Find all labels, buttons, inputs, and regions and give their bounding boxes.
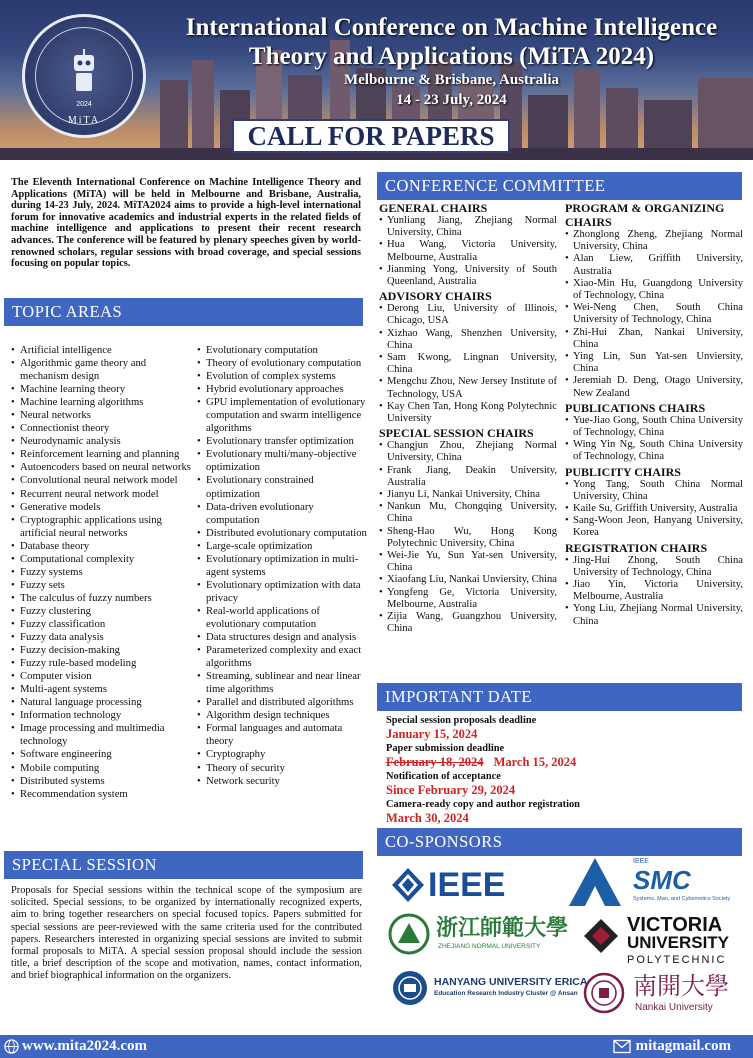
committee-column-1 [379,200,557,636]
committee-group-title: GENERAL CHAIRS [379,201,488,215]
deadline-date: Since February 29, 2024 [386,783,516,797]
ieee-wordmark: IEEE [428,866,506,904]
website-link[interactable]: www.mita2024.com [22,1038,147,1054]
intro-paragraph: The Eleventh International Conference on Machine Intelligence Theory and Applications (MiTA) will be held in Melbourne and Brisbane, Australia, during 14-23 July, 2024. MiTA2024 aims to provide a high-level international forum for innovative academics and industrial experts in the related fields of machine intelligence and applications to present their recent research advances. The conference will be featured by plenary speeches given by world-renowned scholars, regular sessions with broad coverage, and special sessions focusing on popular topics. [11,177,361,270]
smc-ieee-label: IEEE [633,858,649,865]
call-for-papers-banner: CALL FOR PAPERS [232,119,510,153]
topic-item: • Recurrent neural network model [11,488,195,501]
topic-item: • Data structures design and analysis [197,631,367,644]
committee-member-list [565,479,743,540]
topic-item: • Theory of security [197,762,367,775]
date-label: Camera-ready copy and author registration [386,799,580,810]
ieee-smc-logo [565,856,743,908]
hanyang-subtitle: Education Research Industry Cluster @ Ansan [434,990,578,997]
committee-column-2 [565,200,743,628]
topic-item: • Evolutionary optimization in multi-agent systems [197,553,367,579]
smc-wordmark: SMC [633,865,691,895]
topic-item: • Parallel and distributed algorithms [197,696,367,709]
committee-member-list [565,555,743,628]
hanyang-university-erica-logo [392,970,588,1010]
committee-member: • Jeremiah D. Deng, Otago University, New Zealand [565,375,743,399]
topic-item: • Streaming, sublinear and near linear time algorithms [197,670,367,696]
committee-member: • Mengchu Zhou, New Jersey Institute of Technology, USA [379,376,557,400]
topic-item: • Artificial intelligence [11,344,195,357]
topic-item: • Machine learning algorithms [11,396,195,409]
date-label: Notification of acceptance [386,771,501,782]
topic-item: • Real-world applications of evolutionary computation [197,605,367,631]
footer-bar [0,1035,753,1058]
date-label: Paper submission deadline [386,743,505,754]
committee-member: • Yong Tang, South China Normal University, China [565,479,743,503]
topic-item: • Algorithm design techniques [197,709,367,722]
topic-item: • Neural networks [11,409,195,422]
victoria-university-logo [583,912,745,968]
topic-item: • Database theory [11,540,195,553]
zhejiang-normal-university-logo [388,913,569,957]
globe-icon [4,1039,19,1054]
co-sponsors-heading: CO-SPONSORS [377,828,742,856]
topic-item: • Evolution of complex systems [197,370,367,383]
hanyang-seal-icon [392,970,428,1006]
nankai-english-name: Nankai University [635,1002,713,1013]
conference-location: Melbourne & Brisbane, Australia [343,72,559,88]
nankai-seal-icon [583,972,625,1014]
committee-member: • Yongfeng Ge, Victoria University, Melbourne, Australia [379,587,557,611]
committee-member-list [379,215,557,288]
topic-item: • Evolutionary optimization with data privacy [197,579,367,605]
committee-group-title: PUBLICITY CHAIRS [565,464,681,479]
logo-year: 2024 [76,101,92,108]
topic-item: • Fuzzy rule-based modeling [11,657,195,670]
committee-member-list [379,440,557,635]
topic-item: • Machine learning theory [11,383,195,396]
committee-member: • Xiaofang Liu, Nankai Unviersity, China [379,574,557,586]
smc-subtitle: Systems, Man, and Cybernetics Society [633,896,731,902]
committee-member: • Wei-Jie Yu, Sun Yat-sen University, China [379,550,557,574]
date-value-row [386,727,742,742]
topic-item: • Natural language processing [11,696,195,709]
topic-item: • Computational complexity [11,553,195,566]
topic-item: • Evolutionary computation [197,344,367,357]
smc-emblem-icon [565,856,625,908]
topic-item: • Fuzzy sets [11,579,195,592]
committee-group-title: PROGRAM & ORGANIZING CHAIRS [565,201,725,229]
topic-item: • Reinforcement learning and planning [11,448,195,461]
committee-member: • Alan Liew, Griffith University, Australia [565,253,743,277]
topic-item: • Convolutional neural network model [11,474,195,487]
old-deadline: February 18, 2024 [386,755,484,769]
committee-member: • Nankun Mu, Chongqing University, China [379,501,557,525]
committee-member-list [379,303,557,425]
ieee-logo [388,862,512,908]
date-value-row [386,755,742,770]
committee-member: • Kay Chen Tan, Hong Kong Polytechnic University [379,401,557,425]
logo-name: MiTA [67,115,101,126]
topic-item: • Fuzzy decision-making [11,644,195,657]
topic-item: • Software engineering [11,748,195,761]
topic-item: • Evolutionary constrained optimization [197,474,367,500]
topic-item: • Formal languages and automata theory [197,722,367,748]
important-dates-list [386,714,742,826]
committee-member: • Changjun Zhou, Zhejiang Normal University, China [379,440,557,464]
victoria-line3: POLYTECHNIC [627,954,727,966]
email-link[interactable]: mitagmail.com [635,1038,731,1054]
nankai-chinese-name: 南開大學 [633,972,729,1000]
zjnu-english-name: ZHEJIANG NORMAL UNIVERSITY [438,943,541,950]
topic-item: • Fuzzy clustering [11,605,195,618]
committee-member: • Jianyu Li, Nankai University, China [379,489,557,501]
topic-item: • Autoencoders based on neural networks [11,461,195,474]
victoria-line2: UNIVERSITY [627,933,730,952]
topic-item: • GPU implementation of evolutionary computation and swarm intelligence algorithms [197,396,367,435]
deadline-date: March 30, 2024 [386,811,469,825]
committee-member: • Hua Wang, Victoria University, Melbourne, Australia [379,239,557,263]
conference-title-line2: Theory and Applications (MiTA 2024) [248,43,655,70]
nankai-university-logo [583,972,745,1016]
committee-member: • Xizhao Wang, Shenzhen University, China [379,328,557,352]
committee-member: • Wei-Neng Chen, South China University of Technology, China [565,302,743,326]
topic-item: • Multi-agent systems [11,683,195,696]
committee-member-list [565,229,743,400]
topic-item: • Cryptography [197,748,367,761]
special-session-paragraph: Proposals for Special sessions within the technical scope of the symposium are solicited. Special sessions, to be organized by internationally recognized experts, aim to bring together researchers on special focused topics. Papers submitted for special sessions are peer-reviewed with the same criteria used for the contributed papers. Researchers interested in organizing special sessions are invited to submit formal proposals to MiTA. A special session proposal should include the session title, a brief description of the scope and motivation, names, contact information, and brief biographical information on the organizers. [11,885,362,982]
committee-member: • Zhonglong Zheng, Zhejiang Normal University, China [565,229,743,253]
topic-item: • Theory of evolutionary computation [197,357,367,370]
committee-member: • Wing Yin Ng, South China University of Technology, China [565,439,743,463]
date-value-row [386,811,742,826]
topic-item: • Evolutionary multi/many-objective optimization [197,448,367,474]
committee-member-list [565,415,743,464]
robot-icon [67,47,101,97]
conference-dates: 14 - 23 July, 2024 [396,92,507,108]
special-session-heading: SPECIAL SESSION [4,851,363,879]
topic-item: • Fuzzy data analysis [11,631,195,644]
zjnu-chinese-name: 浙江師範大學 [436,915,569,941]
committee-member: • Xiao-Min Hu, Guangdong University of Technology, China [565,278,743,302]
committee-group-title: SPECIAL SESSION CHAIRS [379,426,534,441]
topic-item: • Network security [197,775,367,788]
committee-member: • Kaile Su, Griffith University, Australia [565,503,743,515]
committee-member: • Sheng-Hao Wu, Hong Kong Polytechnic University, China [379,526,557,550]
topic-item: • Fuzzy systems [11,566,195,579]
topic-item: • Hybrid evolutionary approaches [197,383,367,396]
topic-areas-heading: TOPIC AREAS [4,298,363,326]
committee-group-title: ADVISORY CHAIRS [379,289,492,304]
topic-item: • Recommendation system [11,788,195,801]
topic-item: • Mobile computing [11,762,195,775]
committee-group-title: REGISTRATION CHAIRS [565,540,708,555]
deadline-date: March 15, 2024 [493,755,577,769]
topic-item: • Evolutionary transfer optimization [197,435,367,448]
deadline-date: January 15, 2024 [386,727,478,741]
date-label: Special session proposals deadline [386,715,537,726]
topic-item: • Distributed evolutionary computation [197,527,367,540]
committee-member: • Sam Kwong, Lingnan University, China [379,352,557,376]
hanyang-name: HANYANG UNIVERSITY ERICA [434,976,588,988]
topic-item: • The calculus of fuzzy numbers [11,592,195,605]
committee-member: • Jiao Yin, Victoria University, Melbourne, Australia [565,579,743,603]
committee-member: • Jianming Yong, University of South Queenland, Australia [379,264,557,288]
header-banner [0,0,753,160]
topic-item: • Image processing and multimedia technology [11,722,195,748]
topic-list-column-2 [197,344,367,788]
topic-item: • Data-driven evolutionary computation [197,501,367,527]
committee-member: • Ying Lin, Sun Yat-sen Unviersity, China [565,351,743,375]
committee-member: • Zhi-Hui Zhan, Nankai University, China [565,327,743,351]
committee-group-title: PUBLICATIONS CHAIRS [565,400,706,415]
mail-icon [613,1039,631,1054]
topic-item: • Fuzzy classification [11,618,195,631]
topic-item: • Connectionist theory [11,422,195,435]
committee-member: • Yue-Jiao Gong, South China University of Technology, China [565,415,743,439]
topic-item: • Neurodynamic analysis [11,435,195,448]
committee-member: • Frank Jiang, Deakin University, Australia [379,465,557,489]
committee-member: • Yunliang Jiang, Zhejiang Normal University, China [379,215,557,239]
committee-member: • Derong Liu, University of Illinois, Chicago, USA [379,303,557,327]
committee-member: • Zijia Wang, Guangzhou University, China [379,611,557,635]
committee-member: • Yong Liu, Zhejiang Normal University, China [565,603,743,627]
mita-logo [22,14,146,138]
topic-item: • Cryptographic applications using artificial neural networks [11,514,195,540]
topic-item: • Computer vision [11,670,195,683]
topic-item: • Parameterized complexity and exact algorithms [197,644,367,670]
topic-item: • Large-scale optimization [197,540,367,553]
topic-item: • Generative models [11,501,195,514]
conference-committee-heading: CONFERENCE COMMITTEE [377,172,742,200]
victoria-diamond-icon [583,918,619,954]
date-value-row [386,783,742,798]
important-date-heading: IMPORTANT DATE [377,683,742,711]
committee-member: • Jing-Hui Zhong, South China University of Technology, China [565,555,743,579]
topic-item: • Algorithmic game theory and mechanism design [11,357,195,383]
topic-item: • Distributed systems [11,775,195,788]
committee-member: • Sang-Woon Jeon, Hanyang University, Korea [565,515,743,539]
victoria-line1: VICTORIA [627,914,723,936]
conference-title-line1: International Conference on Machine Intelligence [185,14,718,41]
topic-list-column-1 [11,344,195,801]
topic-item: • Information technology [11,709,195,722]
zjnu-seal-icon [388,913,430,955]
